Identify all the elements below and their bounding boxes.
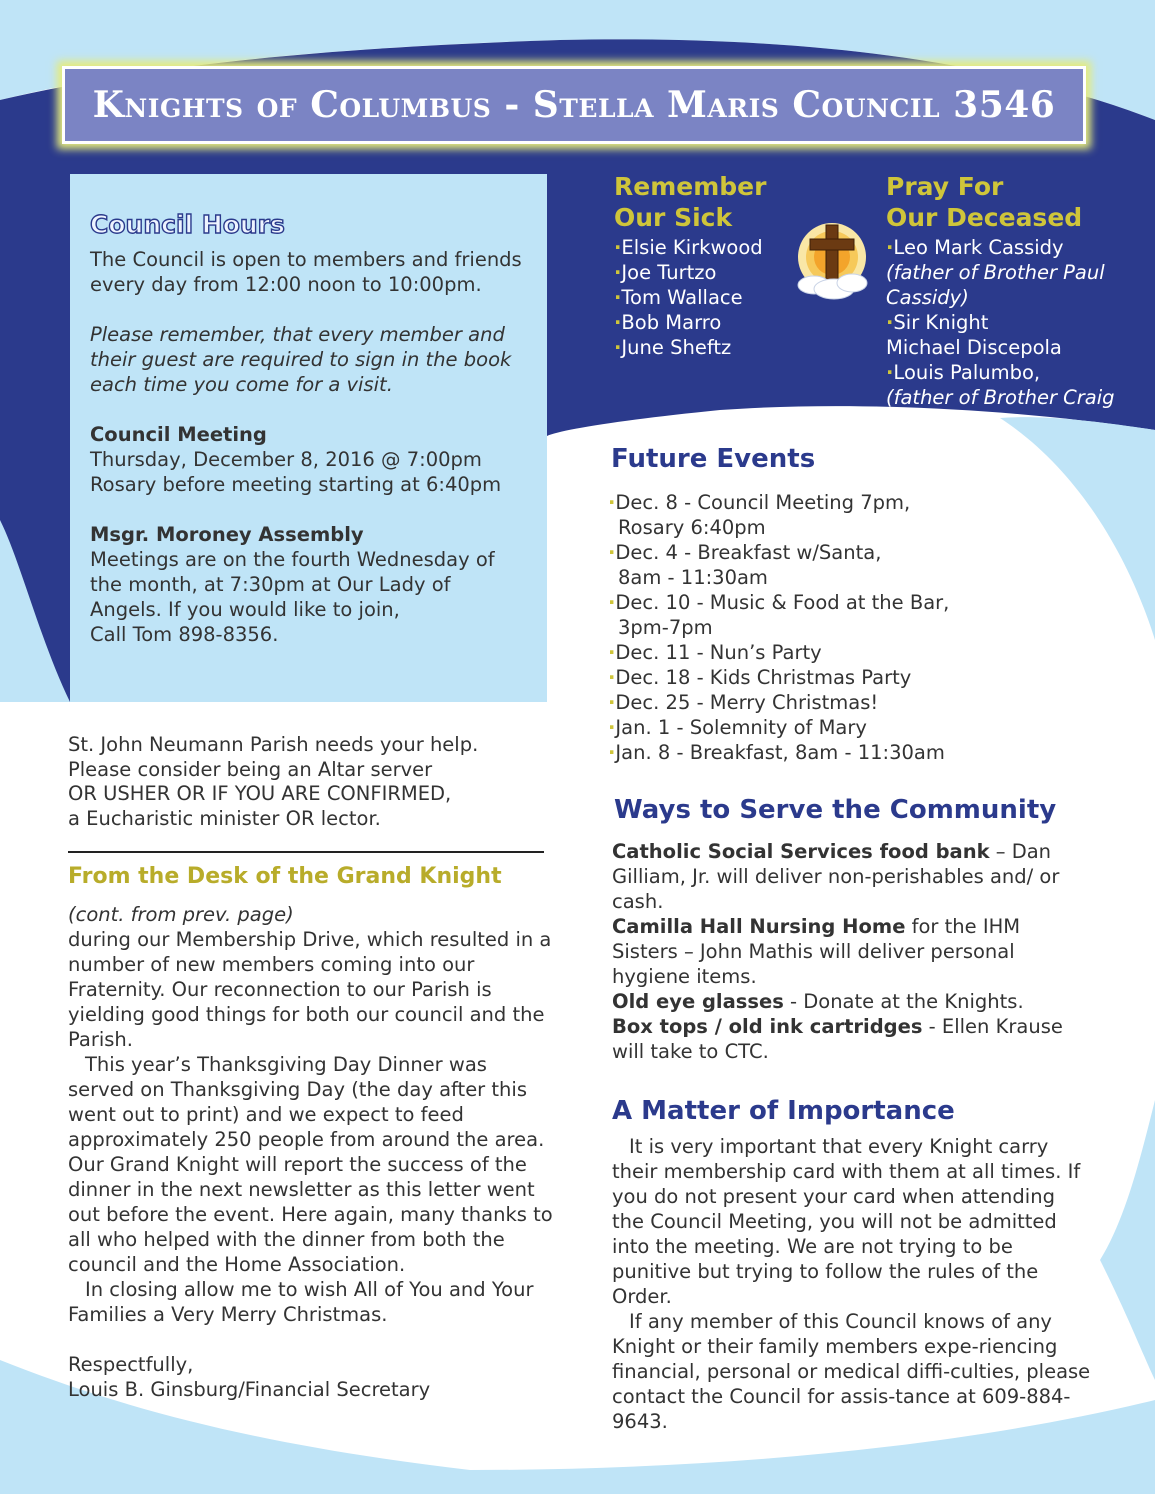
parish-line: St. John Neumann Parish needs your help.	[68, 733, 479, 756]
list-item: · Dec. 11 - Nun’s Party	[608, 640, 1128, 665]
list-item: · Dec. 18 - Kids Christmas Party	[608, 665, 1128, 690]
desk-signature: Louis B. Ginsburg/Financial Secretary	[68, 1378, 431, 1401]
cross-clouds-icon	[792, 219, 872, 304]
council-meeting-block	[90, 422, 527, 497]
list-item: · Elsie Kirkwood	[614, 235, 814, 260]
list-item-cont: Rosary 6:40pm	[618, 516, 766, 539]
serve-item	[612, 989, 1092, 1014]
list-item: · Joe Turtzo	[614, 260, 814, 285]
matter-para-2: If any member of this Council knows of any Knight or their family members expe-riencing financial, personal or medical diffi-culties, please contact the Council for assis-tance at 609-884-9643.	[612, 1310, 1091, 1433]
matter-title: A Matter of Importance	[612, 1096, 955, 1126]
council-hours-box	[70, 174, 547, 702]
desk-body	[68, 902, 553, 1402]
parish-line: a Eucharistic minister OR lector.	[68, 806, 381, 830]
desk-para-3: In closing allow me to wish All of You and Your Families a Very Merry Christmas.	[68, 1278, 534, 1326]
serve-item-detail: - Ellen Krause will take to CTC.	[612, 1015, 1063, 1063]
list-item: · Jan. 1 - Solemnity of Mary	[608, 715, 1128, 740]
assembly-block	[90, 522, 527, 647]
page-title: Knights of Columbus - Stella Maris Council 3546	[92, 84, 1056, 126]
list-item: · Dec. 25 - Merry Christmas!	[608, 690, 1128, 715]
future-events-title: Future Events	[611, 444, 816, 474]
serve-item-name: Box tops / old ink cartridges	[612, 1015, 923, 1038]
list-item: · June Sheftz	[614, 335, 814, 360]
serve-title: Ways to Serve the Community	[614, 795, 1057, 825]
remember-sick-title	[614, 171, 814, 233]
list-item: · Leo Mark Cassidy	[886, 235, 1136, 260]
matter-body	[612, 1134, 1092, 1434]
list-item: · Sir Knight	[886, 310, 1136, 335]
sick-list	[614, 235, 814, 360]
parish-notice	[68, 733, 548, 831]
future-events-list	[608, 490, 1128, 765]
assembly-text: Meetings are on the fourth Wednesday of the month, at 7:30pm at Our Lady of Angels. If you would like to join,	[90, 548, 495, 621]
list-item-cont: 8am - 11:30am	[618, 566, 768, 589]
divider	[68, 851, 544, 853]
list-item: · Bob Marro	[614, 310, 814, 335]
list-item: · Jan. 8 - Breakfast, 8am - 11:30am	[608, 740, 1128, 765]
council-meeting-rosary: Rosary before meeting starting at 6:40pm	[90, 473, 502, 496]
serve-item-name: Camilla Hall Nursing Home	[612, 915, 906, 938]
list-item: · Dec. 4 - Breakfast w/Santa,	[608, 540, 1128, 565]
remember-sick-section	[614, 171, 814, 360]
serve-item-name: Old eye glasses	[612, 990, 784, 1013]
spacer	[68, 1327, 553, 1352]
serve-item	[612, 914, 1092, 989]
matter-para-1: It is very important that every Knight carry their membership card with them at all times. If you do not present your card when attending the Council Meeting, you will not be admitted into the meeting. We are not trying to be punitive but trying to follow the rules of the Order.	[612, 1135, 1081, 1308]
pray-deceased-title-line2: Our Deceased	[886, 203, 1083, 232]
serve-item	[612, 839, 1092, 914]
serve-item	[612, 1014, 1092, 1064]
council-meeting-date: Thursday, December 8, 2016 @ 7:00pm	[90, 448, 482, 471]
serve-item-detail: - Donate at the Knights.	[783, 990, 1024, 1013]
title-banner	[62, 66, 1086, 144]
desk-para-2: This year’s Thanksgiving Day Dinner was served on Thanksgiving Day (the day after this went out to print) and we expect to feed approximately 250 people from around the area. Our Grand Knight will report the success of the dinner in the next newsletter as this letter went out before the event. Here again, many thanks to all who helped with the dinner from both the council and the Home Association.	[68, 1053, 553, 1276]
council-open-text: The Council is open to members and friends every day from 12:00 noon to 10:00pm.	[90, 248, 522, 296]
remember-sick-title-line1: Remember	[614, 172, 767, 201]
council-meeting-title: Council Meeting	[90, 423, 267, 446]
list-item: · Dec. 8 - Council Meeting 7pm,	[608, 490, 1128, 515]
list-item: · Tom Wallace	[614, 285, 814, 310]
desk-cont: (cont. from prev. page)	[68, 903, 294, 926]
desk-title: From the Desk of the Grand Knight	[68, 864, 502, 889]
pray-deceased-title	[886, 171, 1136, 233]
pray-deceased-title-line1: Pray For	[886, 172, 1004, 201]
desk-closing: Respectfully,	[68, 1353, 194, 1376]
serve-item-detail: – Dan Gilliam, Jr. will deliver non-perishables and/ or cash.	[612, 840, 1060, 913]
council-hours-title: Council Hours	[90, 210, 285, 239]
list-item-note: (father of Brother Paul Cassidy)	[886, 261, 1105, 309]
list-item-cont: Michael Discepola	[886, 336, 1062, 359]
list-item-cont: 3pm-7pm	[618, 616, 713, 639]
parish-line: OR USHER OR IF YOU ARE CONFIRMED,	[68, 782, 452, 805]
assembly-title: Msgr. Moroney Assembly	[90, 523, 364, 546]
serve-item-detail: for the IHM Sisters – John Mathis will deliver personal hygiene items.	[612, 915, 1021, 988]
remember-sick-title-line2: Our Sick	[614, 203, 733, 232]
list-item: · Louis Palumbo,	[886, 360, 1136, 385]
list-item-note: (father of Brother Craig Palumbo)	[886, 386, 1115, 434]
assembly-call: Call Tom 898-8356.	[90, 623, 279, 646]
deceased-list	[886, 235, 1136, 435]
list-item: · Dec. 10 - Music & Food at the Bar,	[608, 590, 1128, 615]
sign-in-note: Please remember, that every member and their guest are required to sign in the book each time you come for a visit.	[90, 323, 512, 396]
pray-deceased-section	[886, 171, 1136, 435]
desk-para-1: during our Membership Drive, which resulted in a number of new members coming into our Fraternity. Our reconnection to our Parish is yielding good things for both our council and the Parish.	[68, 928, 552, 1051]
serve-list	[612, 839, 1092, 1064]
serve-item-name: Catholic Social Services food bank	[612, 840, 990, 863]
parish-line: Please consider being an Altar server	[68, 757, 433, 781]
